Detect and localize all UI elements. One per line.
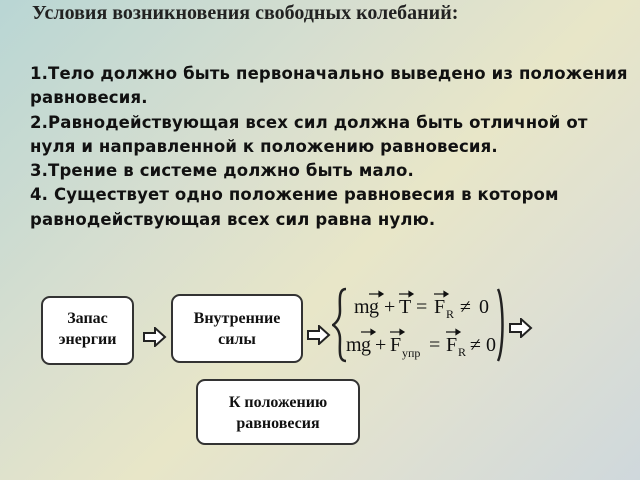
eq2-F: F (390, 334, 402, 356)
eq1-m: m (354, 296, 370, 318)
right-arrow-icon (509, 318, 533, 338)
eq1-T: T (399, 296, 412, 318)
condition-3: 3.Трение в системе должно быть мало. (30, 161, 414, 181)
energy-box-line-1: Запас (67, 310, 108, 327)
eq1-F: F (434, 296, 446, 318)
eq2-g: g (361, 334, 371, 356)
eq1-g: g (369, 296, 379, 318)
eq2-F-R: F (446, 334, 458, 356)
eq2-R: R (458, 345, 467, 359)
equilibrium-box (196, 379, 360, 445)
equations-system (332, 285, 532, 365)
condition-1: 1.Тело должно быть первоначально выведено из положения равновесия. (30, 64, 628, 108)
right-arrow-icon (143, 327, 167, 347)
equilibrium-box-line-1: К положению (228, 394, 328, 411)
eq1-plus: + (384, 296, 396, 318)
energy-reserve-box (41, 296, 134, 365)
energy-box-line-2: энергии (58, 331, 117, 348)
right-paren-icon (498, 289, 503, 361)
eq1-zero: 0 (479, 296, 489, 318)
forces-box-line-2: силы (218, 331, 256, 348)
eq2-upr: упр (402, 346, 421, 360)
eq1-eq: = (416, 296, 428, 318)
equilibrium-box-line-2: равновесия (236, 415, 320, 432)
condition-2: 2.Равнодействующая всех сил должна быть отличной от нуля и направленной к положению равновесия. (30, 112, 588, 156)
eq1-neq: ≠ (460, 296, 471, 318)
conditions-list (30, 62, 630, 232)
eq2-neq: ≠ (470, 334, 481, 356)
eq2-zero: 0 (486, 334, 496, 356)
slide-title: Условия возникновения свободных колебаний: (32, 2, 459, 24)
forces-box-line-1: Внутренние (193, 310, 281, 327)
eq2-m: m (346, 334, 362, 356)
eq1-R: R (446, 307, 455, 321)
eq2-plus: + (375, 334, 387, 356)
eq2-eq: = (429, 334, 441, 356)
condition-4: 4. Существует одно положение равновесия в котором равнодействующая всех сил равна нулю. (30, 185, 559, 229)
internal-forces-box (171, 294, 303, 363)
right-arrow-icon (307, 325, 331, 345)
left-brace-icon (333, 289, 346, 361)
